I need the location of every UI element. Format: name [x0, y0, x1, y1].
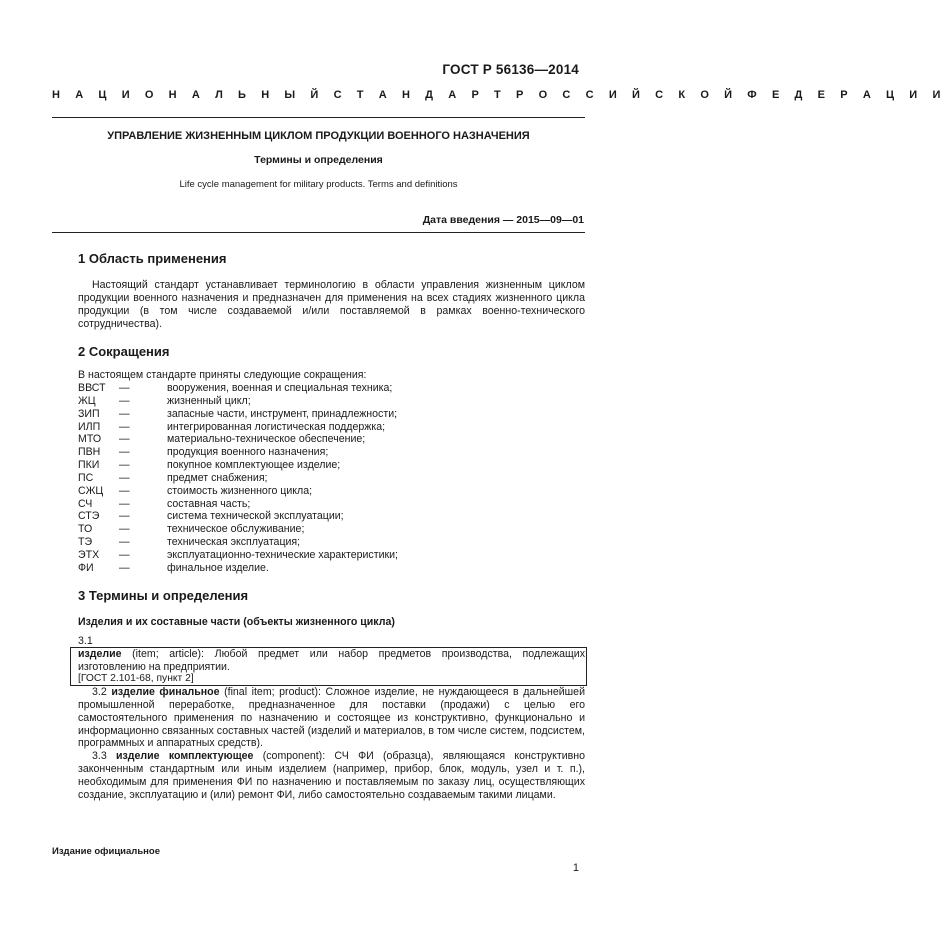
abbreviation-code: СЧ [78, 497, 93, 510]
document-subtitle: Термины и определения [254, 154, 383, 166]
abbreviation-definition: материально-техническое обеспечение; [167, 433, 366, 446]
term-3-1-number: 3.1 [78, 635, 93, 647]
abbreviation-dash: — [119, 523, 130, 536]
abbreviation-definition: техническая эксплуатация; [167, 536, 301, 549]
abbreviation-dash: — [119, 407, 130, 420]
edition-note: Издание официальное [52, 846, 160, 857]
term-3-1-reference: [ГОСТ 2.101-68, пункт 2] [78, 673, 194, 684]
term-3-2-term: изделие финальное [111, 686, 220, 698]
abbreviation-dash: — [119, 497, 130, 510]
abbreviation-definition: стоимость жизненного цикла; [167, 484, 313, 497]
term-3-3-term: изделие комплектующее [116, 750, 254, 762]
abbreviation-definition: финальное изделие. [167, 561, 269, 574]
section-1-heading: 1 Область применения [78, 251, 227, 266]
abbreviation-definition: продукция военного назначения; [167, 446, 329, 459]
term-3-2-number: 3.2 [92, 686, 107, 698]
document-english-title: Life cycle management for military products. Terms and definitions [179, 179, 458, 190]
term-3-2-text: (final item; product): Сложное изделие, не нуждающееся в дальнейшей промышленной переработке, предназначенное для поставки (продажи) с целью его самостоятельного применения по назначению и состоящее из конструктивно, функционально и информационно связанных составных частей (изделий и материалов, в том числе систем, подсистем, программных и аппаратных средств). [78, 686, 585, 750]
abbreviation-dash: — [119, 510, 130, 523]
abbreviation-code: СТЭ [78, 510, 100, 523]
abbreviation-dash: — [119, 446, 130, 459]
abbreviation-code: МТО [78, 433, 102, 446]
abbreviation-definition: система технической эксплуатации; [167, 510, 344, 523]
term-3-1-text: (item; article): Любой предмет или набор предметов производства, подлежащих изготовлению на предприятии. [78, 648, 585, 673]
abbreviation-definition: запасные части, инструмент, принадлежности; [167, 407, 398, 420]
abbreviation-dash: — [119, 433, 130, 446]
section-3-heading: 3 Термины и определения [78, 588, 249, 603]
abbreviation-dash: — [119, 484, 130, 497]
abbreviation-code: ФИ [78, 561, 94, 574]
middle-divider [52, 232, 585, 233]
section-1-text: Настоящий стандарт устанавливает терминологию в области управления жизненным циклом продукции военного назначения и предназначен для применения на всех стадиях жизненного цикла продукции (в том числе создаваемой и/или поставляемой в рамках военно-технического сотрудничества). [78, 279, 585, 330]
document-title: УПРАВЛЕНИЕ ЖИЗНЕННЫМ ЦИКЛОМ ПРОДУКЦИИ ВОЕННОГО НАЗНАЧЕНИЯ [107, 130, 530, 142]
abbreviation-dash: — [119, 459, 130, 472]
abbreviation-dash: — [119, 548, 130, 561]
abbreviation-dash: — [119, 536, 130, 549]
term-3-3-text: (component): СЧ ФИ (образца), являющаяся конструктивно законченным стандартным или иным изделием (например, прибор, блок, модуль, узел и т. п.), необходимым для применения ФИ по назначению и поставляемым по заказу лиц, осуществляющих создание, эксплуатацию и (или) ремонт ФИ, либо самостоятельно создаваемым такими лицами. [78, 750, 585, 801]
abbreviation-code: ЖЦ [78, 394, 96, 407]
term-3-1-definition [78, 648, 585, 674]
term-3-1-term: изделие [78, 648, 122, 660]
abbreviation-dash: — [119, 561, 130, 574]
abbreviation-code: ТЭ [78, 536, 93, 549]
abbreviation-code: ИЛП [78, 420, 101, 433]
abbreviation-definition: составная часть; [167, 497, 251, 510]
page-number: 1 [572, 862, 579, 874]
standard-type-banner: Н А Ц И О Н А Л Ь Н Ы Й С Т А Н Д А Р Т Р О С С И Й С К О Й Ф Е Д Е Р А Ц И И [52, 89, 946, 101]
abbreviation-code: ТО [78, 523, 93, 536]
abbreviation-code: ЗИП [78, 407, 100, 420]
abbreviation-code: СЖЦ [78, 484, 104, 497]
section-3-subheading: Изделия и их составные части (объекты жизненного цикла) [78, 616, 395, 628]
abbreviation-code: ПС [78, 471, 94, 484]
top-divider [52, 117, 585, 118]
abbreviation-definition: предмет снабжения; [167, 471, 268, 484]
term-3-3-definition [78, 750, 585, 801]
abbreviation-definition: покупное комплектующее изделие; [167, 459, 341, 472]
abbreviation-dash: — [119, 471, 130, 484]
abbreviation-definition: эксплуатационно-технические характеристики; [167, 548, 398, 561]
abbreviation-dash: — [119, 420, 130, 433]
section-2-heading: 2 Сокращения [78, 344, 170, 359]
abbreviation-dash: — [119, 382, 130, 394]
abbreviation-code: ПВН [78, 446, 101, 459]
abbreviation-definition: интегрированная логистическая поддержка; [167, 420, 386, 433]
document-code: ГОСТ Р 56136—2014 [442, 62, 579, 77]
abbreviations-intro: В настоящем стандарте приняты следующие сокращения: [78, 369, 367, 381]
abbreviation-dash: — [119, 394, 130, 407]
abbreviation-definition: техническое обслуживание; [167, 523, 305, 536]
abbreviation-definition: жизненный цикл; [167, 394, 251, 407]
abbreviation-code: ЭТХ [78, 548, 100, 561]
abbreviation-definition: вооружения, военная и специальная техника; [167, 382, 393, 394]
term-3-2-definition [78, 686, 585, 750]
introduction-date: Дата введения — 2015—09—01 [422, 214, 584, 226]
abbreviation-code: ПКИ [78, 459, 100, 472]
abbreviation-code: ВВСТ [78, 382, 106, 394]
term-3-3-number: 3.3 [92, 750, 107, 762]
